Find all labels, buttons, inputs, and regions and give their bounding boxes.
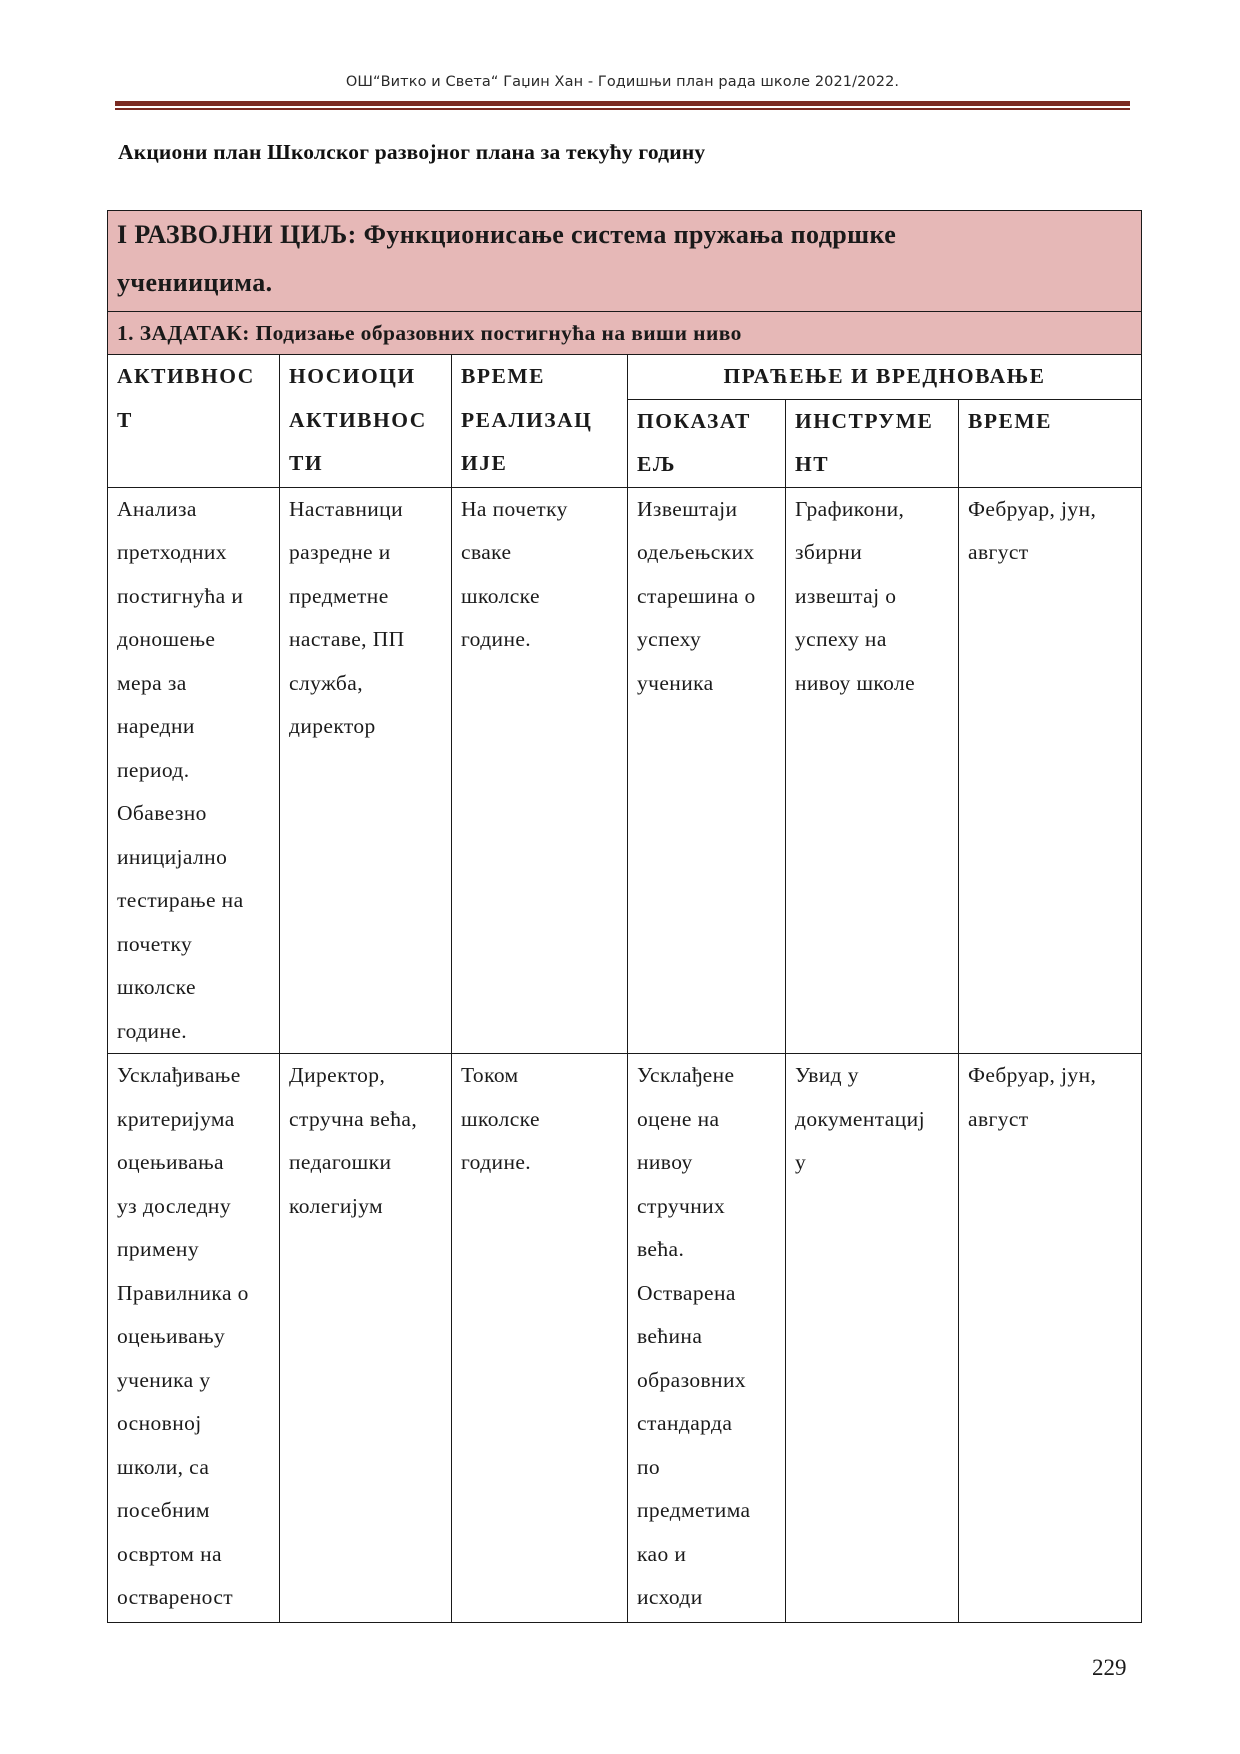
- cell-line: август: [968, 1106, 1029, 1131]
- cell-line: године.: [117, 1018, 188, 1043]
- task-cell: 1. ЗАДАТАК: Подизање образовних постигнућа на виши ниво: [108, 312, 1142, 355]
- cell-line: мера за: [117, 670, 187, 695]
- cell-line: исходи: [637, 1585, 703, 1609]
- cell-line: посебним: [117, 1498, 210, 1522]
- cell-line: оцене на: [637, 1106, 720, 1131]
- cell-line: Правилника о: [117, 1280, 249, 1305]
- cell-line: збирни: [795, 540, 863, 564]
- task-row: [108, 312, 1142, 355]
- cell-indicator: [628, 1054, 786, 1623]
- cell-line: Усклађене: [637, 1063, 735, 1087]
- cell-line: школске: [461, 583, 540, 608]
- cell-line: иницијално: [117, 844, 228, 869]
- cell-line: предметима: [637, 1498, 751, 1522]
- column-header-indicator: [628, 399, 786, 487]
- running-header: ОШ“Витко и Света“ Гаџин Хан - Годишњи план рада школе 2021/2022.: [345, 74, 900, 90]
- cell-line: ученика у: [117, 1367, 211, 1392]
- cell-line: сваке: [461, 540, 512, 564]
- cell-line: нивоу: [637, 1150, 693, 1174]
- column-header-monitoring: ПРАЋЕЊЕ И ВРЕДНОВАЊЕ: [628, 355, 1142, 400]
- cell-instrument: [786, 487, 959, 1054]
- cell-line: Фебруар, јун,: [968, 1063, 1097, 1087]
- table-row: [108, 1054, 1142, 1623]
- cell-line: стандарда: [637, 1411, 733, 1435]
- cell-activity: [108, 1054, 280, 1623]
- cell-line: период.: [117, 757, 190, 782]
- header-row: [108, 355, 1142, 400]
- column-header-activity: [108, 355, 280, 488]
- cell-line: постигнућа и: [117, 583, 244, 608]
- cell-holders: [280, 487, 452, 1054]
- cell-line: Наставници: [289, 496, 403, 521]
- column-header-holders: [280, 355, 452, 488]
- cell-line: извештај о: [795, 583, 897, 608]
- cell-line: године.: [461, 1150, 532, 1174]
- cell-line: Анализа: [117, 496, 197, 521]
- header-text: ЕЉ: [637, 452, 676, 476]
- header-rule-thin: [115, 108, 1130, 110]
- cell-line: Током: [461, 1063, 519, 1087]
- cell-line: школске: [117, 975, 196, 999]
- action-plan-table: [107, 210, 1142, 1623]
- cell-line: ученика: [637, 670, 714, 695]
- cell-line: основној: [117, 1411, 202, 1435]
- cell-line: успеху: [637, 627, 702, 651]
- cell-line: одељењских: [637, 540, 755, 564]
- cell-line: Обавезно: [117, 801, 207, 825]
- cell-period: [959, 487, 1142, 1054]
- cell-period: [959, 1054, 1142, 1623]
- cell-line: наредни: [117, 714, 195, 738]
- header-rule: [115, 101, 1130, 106]
- cell-line: у: [795, 1150, 807, 1174]
- header-text: АКТИВНОС: [117, 364, 255, 388]
- cell-line: Фебруар, јун,: [968, 496, 1097, 521]
- cell-indicator: [628, 487, 786, 1054]
- header-text: ИЈЕ: [461, 451, 508, 475]
- cell-line: школске: [461, 1106, 540, 1131]
- cell-line: почетку: [117, 931, 193, 956]
- cell-line: оствареност: [117, 1585, 234, 1609]
- goal-line: учениицима.: [117, 268, 273, 297]
- cell-line: старешина о: [637, 583, 756, 608]
- goal-line: I РАЗВОЈНИ ЦИЉ: Функционисање система пружања подршке: [117, 220, 897, 249]
- cell-line: колегијум: [289, 1193, 384, 1218]
- cell-line: Увид у: [795, 1063, 859, 1087]
- cell-line: август: [968, 540, 1029, 564]
- header-text: РЕАЛИЗАЦ: [461, 407, 593, 432]
- cell-line: педагошки: [289, 1150, 392, 1174]
- cell-activity: [108, 487, 280, 1054]
- cell-line: документациј: [795, 1106, 925, 1131]
- cell-line: уз доследну: [117, 1193, 231, 1218]
- cell-line: Остварена: [637, 1280, 736, 1305]
- cell-line: образовних: [637, 1367, 747, 1392]
- cell-line: Графикони,: [795, 496, 905, 521]
- cell-line: године.: [461, 627, 532, 651]
- cell-line: тестирање на: [117, 888, 244, 912]
- header-text: ИНСТРУМЕ: [795, 408, 934, 433]
- cell-line: нивоу школе: [795, 670, 916, 695]
- column-header-period: [959, 399, 1142, 487]
- cell-line: претходних: [117, 540, 227, 564]
- cell-line: Директор,: [289, 1063, 386, 1087]
- cell-line: по: [637, 1454, 661, 1479]
- cell-time: [452, 487, 628, 1054]
- cell-line: оцењивању: [117, 1324, 226, 1348]
- document-title: Акциони план Школског развојног плана за текућу годину: [118, 140, 706, 164]
- cell-line: успеху на: [795, 627, 887, 651]
- cell-line: као и: [637, 1541, 687, 1566]
- header-text: АКТИВНОС: [289, 407, 427, 432]
- header-text: ВРЕМЕ: [461, 364, 545, 388]
- header-text: Т: [117, 407, 133, 432]
- goal-row: [108, 211, 1142, 312]
- cell-line: директор: [289, 714, 376, 738]
- header-text: ТИ: [289, 451, 324, 475]
- cell-line: наставе, ПП: [289, 627, 405, 651]
- cell-holders: [280, 1054, 452, 1623]
- column-header-time: [452, 355, 628, 488]
- cell-line: стручних: [637, 1193, 726, 1218]
- cell-instrument: [786, 1054, 959, 1623]
- cell-line: примену: [117, 1237, 199, 1261]
- development-goal-cell: [108, 211, 1142, 312]
- cell-line: служба,: [289, 670, 363, 695]
- cell-line: доношење: [117, 627, 216, 651]
- header-text: ВРЕМЕ: [968, 408, 1052, 433]
- header-text: ПОКАЗАТ: [637, 408, 751, 433]
- header-text: НОСИОЦИ: [289, 364, 416, 388]
- cell-line: стручна већа,: [289, 1106, 418, 1131]
- cell-line: већина: [637, 1324, 703, 1348]
- cell-line: критеријума: [117, 1106, 235, 1131]
- header-text: НТ: [795, 452, 830, 476]
- page-number: 229: [1092, 1655, 1127, 1680]
- cell-line: Усклађивање: [117, 1063, 241, 1087]
- cell-time: [452, 1054, 628, 1623]
- cell-line: На почетку: [461, 496, 568, 521]
- cell-line: школи, са: [117, 1454, 210, 1479]
- table-row: [108, 487, 1142, 1054]
- cell-line: оцењивања: [117, 1150, 224, 1174]
- cell-line: већа.: [637, 1237, 685, 1261]
- cell-line: освртом на: [117, 1541, 222, 1566]
- cell-line: разредне и: [289, 540, 391, 564]
- cell-line: Извештаји: [637, 496, 738, 521]
- column-header-instrument: [786, 399, 959, 487]
- cell-line: предметне: [289, 583, 389, 608]
